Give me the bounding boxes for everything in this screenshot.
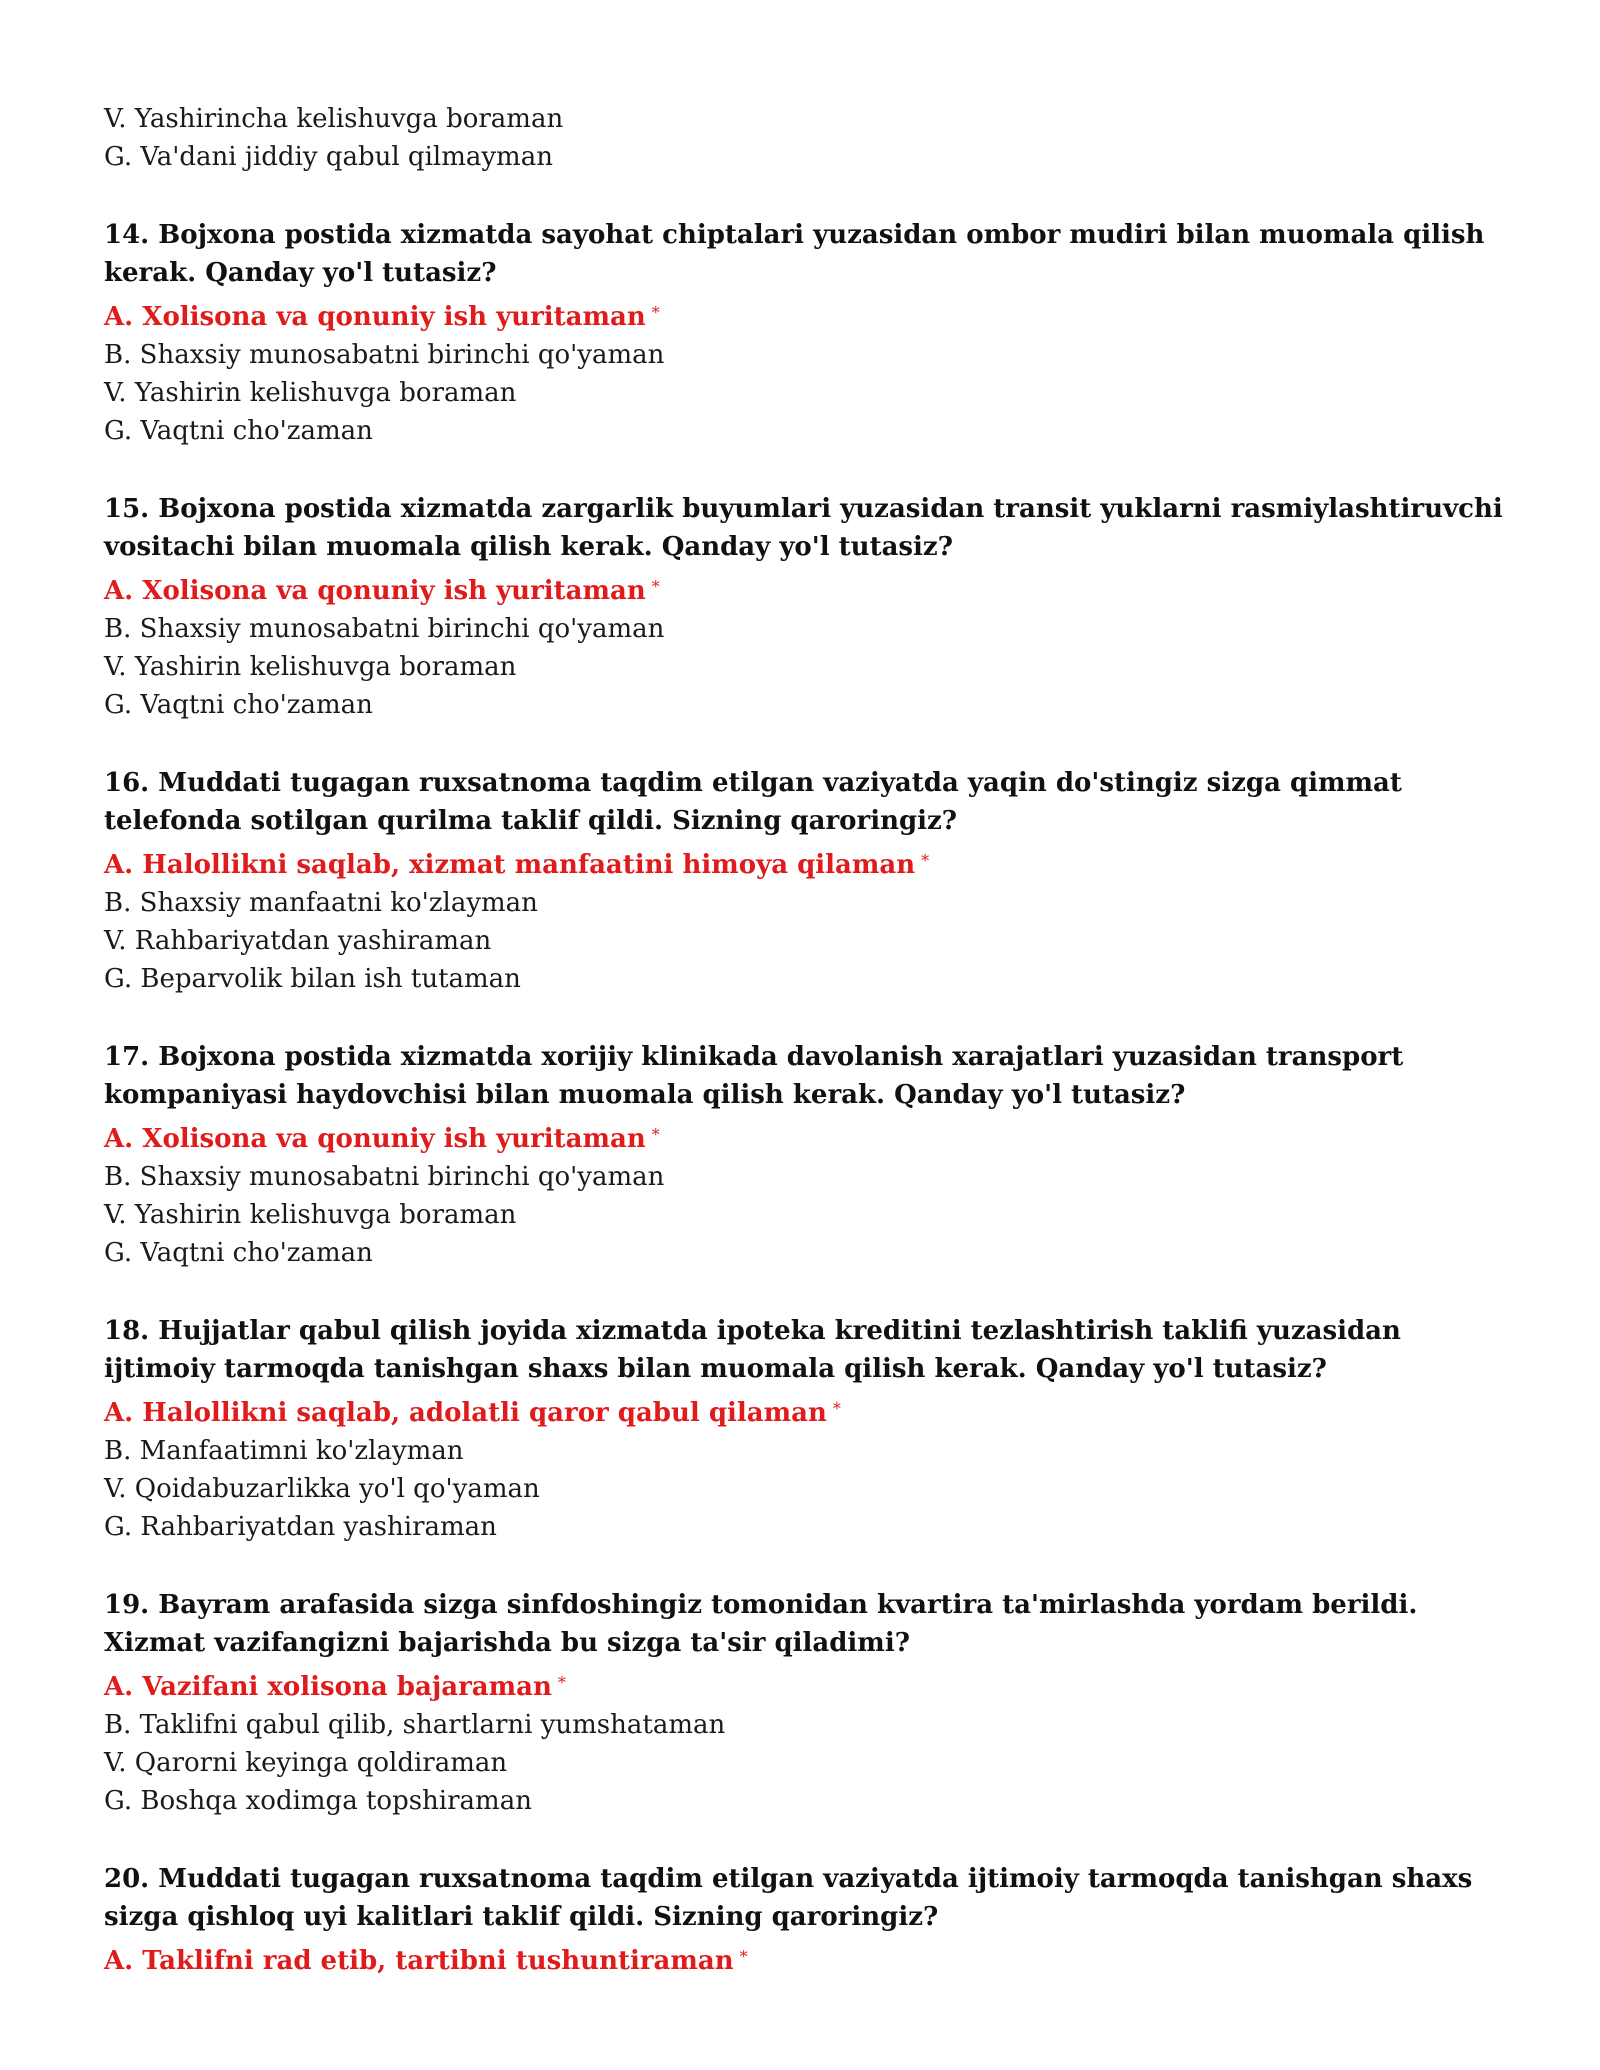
option-g: G. Vaqtni cho'zaman xyxy=(104,1238,373,1268)
option-b: B. Manfaatimni ko'zlayman xyxy=(104,1436,464,1466)
answer-text: A. Xolisona va qonuniy ish yuritaman xyxy=(104,576,646,606)
answer-text: A. Halollikni saqlab, xizmat manfaatini himoya qilaman xyxy=(104,850,916,880)
option-v: V. Qarorni keyinga qoldiraman xyxy=(104,1748,508,1778)
correct-answer xyxy=(104,1390,1504,1432)
question-15 xyxy=(104,490,1504,724)
correct-marker: * xyxy=(651,303,660,322)
correct-answer xyxy=(104,568,1504,610)
correct-answer xyxy=(104,1664,1504,1706)
correct-answer xyxy=(104,294,1504,336)
answer-text: A. Vazifani xolisona bajaraman xyxy=(104,1672,552,1702)
correct-marker: * xyxy=(651,1125,660,1144)
option-g: G. Va'dani jiddiy qabul qilmayman xyxy=(104,142,553,172)
question-18 xyxy=(104,1312,1504,1546)
correct-marker: * xyxy=(557,1673,566,1692)
correct-marker: * xyxy=(739,1947,748,1966)
option-g: G. Vaqtni cho'zaman xyxy=(104,690,373,720)
option-b: B. Taklifni qabul qilib, shartlarni yumshataman xyxy=(104,1710,726,1740)
correct-marker: * xyxy=(921,851,930,870)
question-19 xyxy=(104,1586,1504,1820)
document-page xyxy=(104,100,1504,2020)
question-text: 19. Bayram arafasida sizga sinfdoshingiz tomonidan kvartira ta'mirlashda yordam berildi. Xizmat vazifangizni bajarishda bu sizga ta'sir qiladimi? xyxy=(104,1590,1418,1658)
answer-text: A. Xolisona va qonuniy ish yuritaman xyxy=(104,302,646,332)
option-b: B. Shaxsiy munosabatni birinchi qo'yaman xyxy=(104,340,665,370)
answer-text: A. Xolisona va qonuniy ish yuritaman xyxy=(104,1124,646,1154)
correct-answer xyxy=(104,842,1504,884)
option-g: G. Rahbariyatdan yashiraman xyxy=(104,1512,497,1542)
option-g: G. Boshqa xodimga topshiraman xyxy=(104,1786,532,1816)
correct-marker: * xyxy=(651,577,660,596)
question-16 xyxy=(104,764,1504,998)
question-text: 20. Muddati tugagan ruxsatnoma taqdim etilgan vaziyatda ijtimoiy tarmoqda tanishgan shaxs sizga qishloq uyi kalitlari taklif qildi. Sizning qaroringiz? xyxy=(104,1864,1473,1932)
previous-question-tail xyxy=(104,100,1504,176)
question-text: 16. Muddati tugagan ruxsatnoma taqdim etilgan vaziyatda yaqin do'stingiz sizga qimmat telefonda sotilgan qurilma taklif qildi. Sizning qaroringiz? xyxy=(104,768,1402,836)
option-v: V. Yashirin kelishuvga boraman xyxy=(104,652,517,682)
option-v: V. Yashirincha kelishuvga boraman xyxy=(104,104,564,134)
correct-marker: * xyxy=(832,1399,841,1418)
question-text: 18. Hujjatlar qabul qilish joyida xizmatda ipoteka kreditini tezlashtirish taklifi yuzasidan ijtimoiy tarmoqda tanishgan shaxs bilan muomala qilish kerak. Qanday yo'l tutasiz? xyxy=(104,1316,1401,1384)
answer-text: A. Taklifni rad etib, tartibni tushuntiraman xyxy=(104,1946,734,1976)
option-v: V. Qoidabuzarlikka yo'l qo'yaman xyxy=(104,1474,540,1504)
question-text: 17. Bojxona postida xizmatda xorijiy klinikada davolanish xarajatlari yuzasidan transport kompaniyasi haydovchisi bilan muomala qilish kerak. Qanday yo'l tutasiz? xyxy=(104,1042,1404,1110)
option-b: B. Shaxsiy munosabatni birinchi qo'yaman xyxy=(104,1162,665,1192)
question-20 xyxy=(104,1860,1504,1980)
question-14 xyxy=(104,216,1504,450)
question-17 xyxy=(104,1038,1504,1272)
question-text: 15. Bojxona postida xizmatda zargarlik buyumlari yuzasidan transit yuklarni rasmiylashtiruvchi vositachi bilan muomala qilish kerak. Qanday yo'l tutasiz? xyxy=(104,494,1503,562)
option-v: V. Rahbariyatdan yashiraman xyxy=(104,926,492,956)
option-g: G. Beparvolik bilan ish tutaman xyxy=(104,964,521,994)
question-text: 14. Bojxona postida xizmatda sayohat chiptalari yuzasidan ombor mudiri bilan muomala qilish kerak. Qanday yo'l tutasiz? xyxy=(104,220,1485,288)
answer-text: A. Halollikni saqlab, adolatli qaror qabul qilaman xyxy=(104,1398,827,1428)
option-b: B. Shaxsiy manfaatni ko'zlayman xyxy=(104,888,538,918)
correct-answer xyxy=(104,1116,1504,1158)
correct-answer xyxy=(104,1938,1504,1980)
option-v: V. Yashirin kelishuvga boraman xyxy=(104,1200,517,1230)
option-b: B. Shaxsiy munosabatni birinchi qo'yaman xyxy=(104,614,665,644)
option-g: G. Vaqtni cho'zaman xyxy=(104,416,373,446)
option-v: V. Yashirin kelishuvga boraman xyxy=(104,378,517,408)
